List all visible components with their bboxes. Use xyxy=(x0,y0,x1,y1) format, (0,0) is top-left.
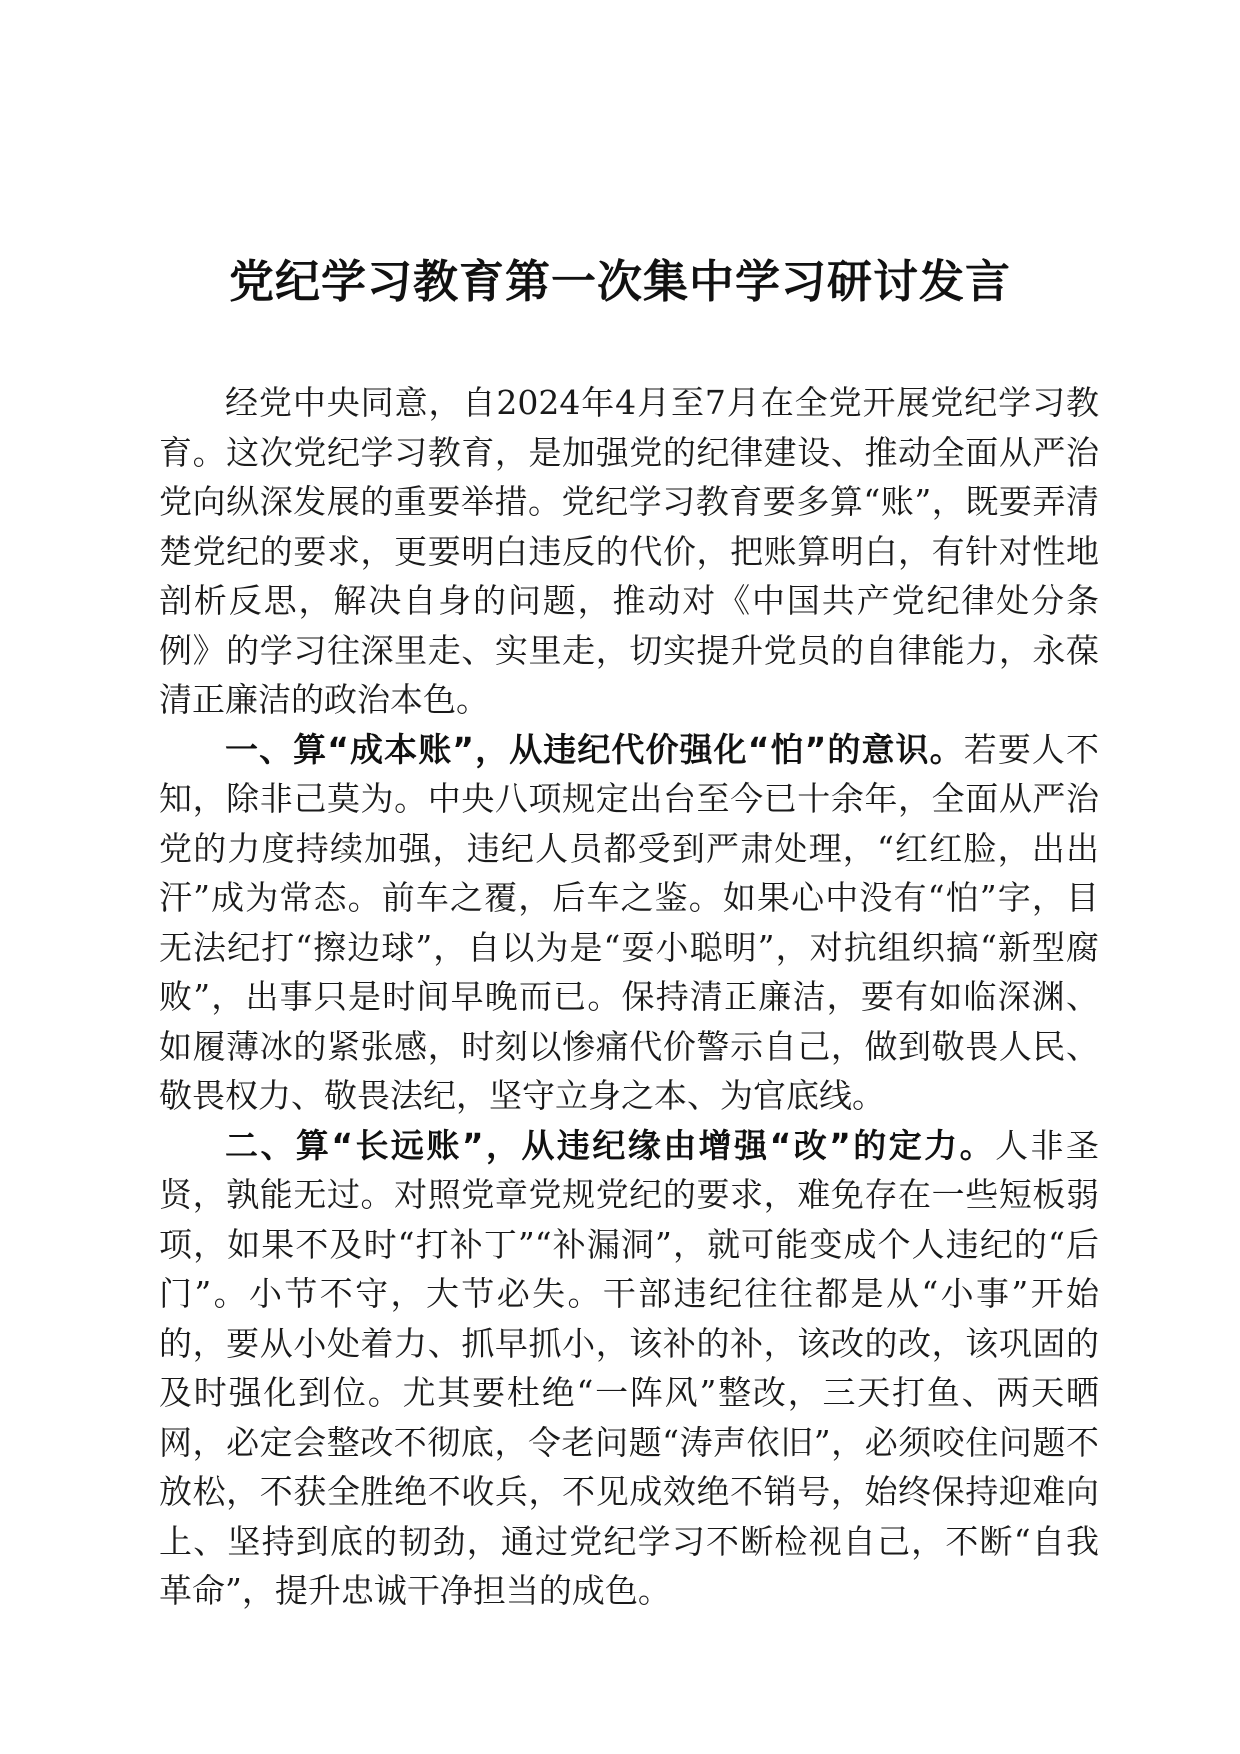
paragraph-section-one xyxy=(159,725,1099,1121)
document-body xyxy=(159,378,1099,1616)
paragraph-section-two xyxy=(159,1121,1099,1616)
paragraph-intro xyxy=(159,378,1099,725)
section-heading: 一、算“成本账”，从违纪代价强化“怕”的意识。 xyxy=(225,729,964,769)
document-title: 党纪学习教育第一次集中学习研讨发言 xyxy=(228,255,1011,308)
paragraph-text: 若要人不知，除非己莫为。中央八项规定出台至今已十余年，全面从严治党的力度持续加强，违纪人员都受到严肃处理，“红红脸，出出汗”成为常态。前车之覆，后车之鉴。如果心中没有“怕”字，目无法纪打“擦边球”，自以为是“耍小聪明”，对抗组织搞“新型腐败”，出事只是时间早晚而已。保持清正廉洁，要有如临深渊、如履薄冰的紧张感，时刻以惨痛代价警示自己，做到敬畏人民、敬畏权力、敬畏法纪，坚守立身之本、为官底线。 xyxy=(159,729,1099,1115)
section-heading: 二、算“长远账”，从违纪缘由增强“改”的定力。 xyxy=(225,1125,996,1165)
paragraph-text: 人非圣贤，孰能无过。对照党章党规党纪的要求，难免存在一些短板弱项，如果不及时“打补丁”“补漏洞”，就可能变成个人违纪的“后门”。小节不守，大节必失。干部违纪往往都是从“小事”开始的，要从小处着力、抓早抓小，该补的补，该改的改，该巩固的及时强化到位。尤其要杜绝“一阵风”整改，三天打鱼、两天晒网，必定会整改不彻底，令老问题“涛声依旧”，必须咬住问题不放松，不获全胜绝不收兵，不见成效绝不销号，始终保持迎难向上、坚持到底的韧劲，通过党纪学习不断检视自己，不断“自我革命”，提升忠诚干净担当的成色。 xyxy=(159,1125,1099,1610)
paragraph-text: 经党中央同意，自2024年4月至7月在全党开展党纪学习教育。这次党纪学习教育，是加强党的纪律建设、推动全面从严治党向纵深发展的重要举措。党纪学习教育要多算“账”，既要弄清楚党纪的要求，更要明白违反的代价，把账算明白，有针对性地剖析反思，解决自身的问题，推动对《中国共产党纪律处分条例》的学习往深里走、实里走，切实提升党员的自律能力，永葆清正廉洁的政治本色。 xyxy=(159,383,1099,719)
